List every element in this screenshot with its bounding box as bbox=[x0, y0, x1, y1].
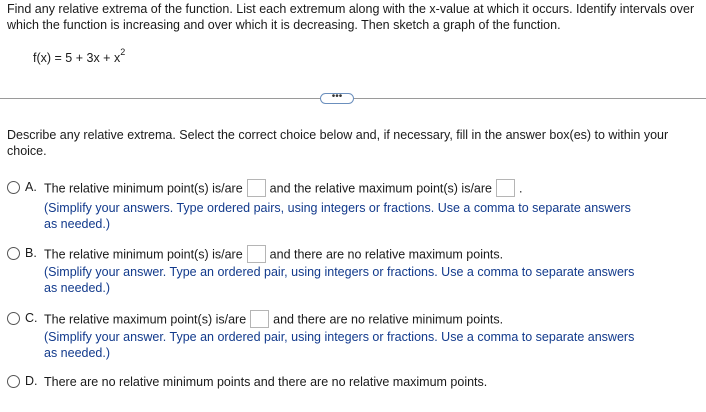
choice-a-text-after: . bbox=[518, 181, 523, 196]
choice-a-letter: A. bbox=[25, 180, 37, 194]
choice-b-text-after: and there are no relative maximum points. bbox=[269, 247, 504, 262]
radio-choice-b[interactable] bbox=[7, 247, 20, 260]
choice-a-max-answer-box[interactable] bbox=[496, 179, 515, 197]
choice-a-hint bbox=[44, 200, 674, 232]
choice-c-statement bbox=[44, 311, 503, 329]
instruction-prompt: Describe any relative extrema. Select the correct choice below and, if necessary, fill in the answer box(es) to within your choice. bbox=[7, 128, 669, 158]
choice-a-text-before: The relative minimum point(s) is/are bbox=[44, 181, 243, 196]
function-text: f(x) = 5 + 3x + x bbox=[33, 51, 121, 66]
choice-c-text-after: and there are no relative minimum points. bbox=[273, 312, 504, 327]
choice-b-text-before: The relative minimum point(s) is/are bbox=[44, 247, 243, 262]
radio-choice-d[interactable] bbox=[7, 375, 20, 388]
choice-c-hint bbox=[44, 329, 674, 361]
choice-d-text: There are no relative minimum points and there are no relative maximum points. bbox=[44, 375, 488, 389]
choice-b-hint bbox=[44, 264, 674, 296]
radio-choice-c[interactable] bbox=[7, 312, 20, 325]
function-expression bbox=[33, 46, 125, 66]
choice-d-letter: D. bbox=[25, 374, 38, 388]
choice-a-text-middle: and the relative maximum point(s) is/are bbox=[269, 181, 492, 196]
choice-b-hint-line2: as needed.) bbox=[44, 281, 111, 295]
choice-a-hint-line2: as needed.) bbox=[44, 217, 111, 231]
choice-a-hint-line1: (Simplify your answers. Type ordered pairs, using integers or fractions. Use a comma to separate answers bbox=[44, 201, 631, 215]
choice-b-statement bbox=[44, 246, 503, 264]
choice-b-hint-line1: (Simplify your answer. Type an ordered pair, using integers or fractions. Use a comma to separate answers bbox=[44, 265, 635, 279]
choice-c-text-before: The relative maximum point(s) is/are bbox=[44, 312, 247, 327]
expand-more-button[interactable]: ••• bbox=[320, 93, 354, 104]
radio-choice-a[interactable] bbox=[7, 181, 20, 194]
choice-a-min-answer-box[interactable] bbox=[247, 179, 266, 197]
choice-b-answer-box[interactable] bbox=[247, 245, 266, 263]
question-text: Find any relative extrema of the function. List each extremum along with the x-value at which it occurs. Identify intervals over which the function is increasing and over which it is decreasing. Then sketch a graph of the function. bbox=[7, 2, 695, 32]
choice-b-letter: B. bbox=[25, 246, 37, 260]
choice-c-hint-line2: as needed.) bbox=[44, 346, 111, 360]
choice-c-answer-box[interactable] bbox=[250, 310, 269, 328]
function-exponent: 2 bbox=[120, 47, 126, 57]
choice-c-hint-line1: (Simplify your answer. Type an ordered pair, using integers or fractions. Use a comma to separate answers bbox=[44, 330, 635, 344]
choice-c-letter: C. bbox=[25, 311, 38, 325]
choice-a-statement bbox=[44, 180, 522, 198]
